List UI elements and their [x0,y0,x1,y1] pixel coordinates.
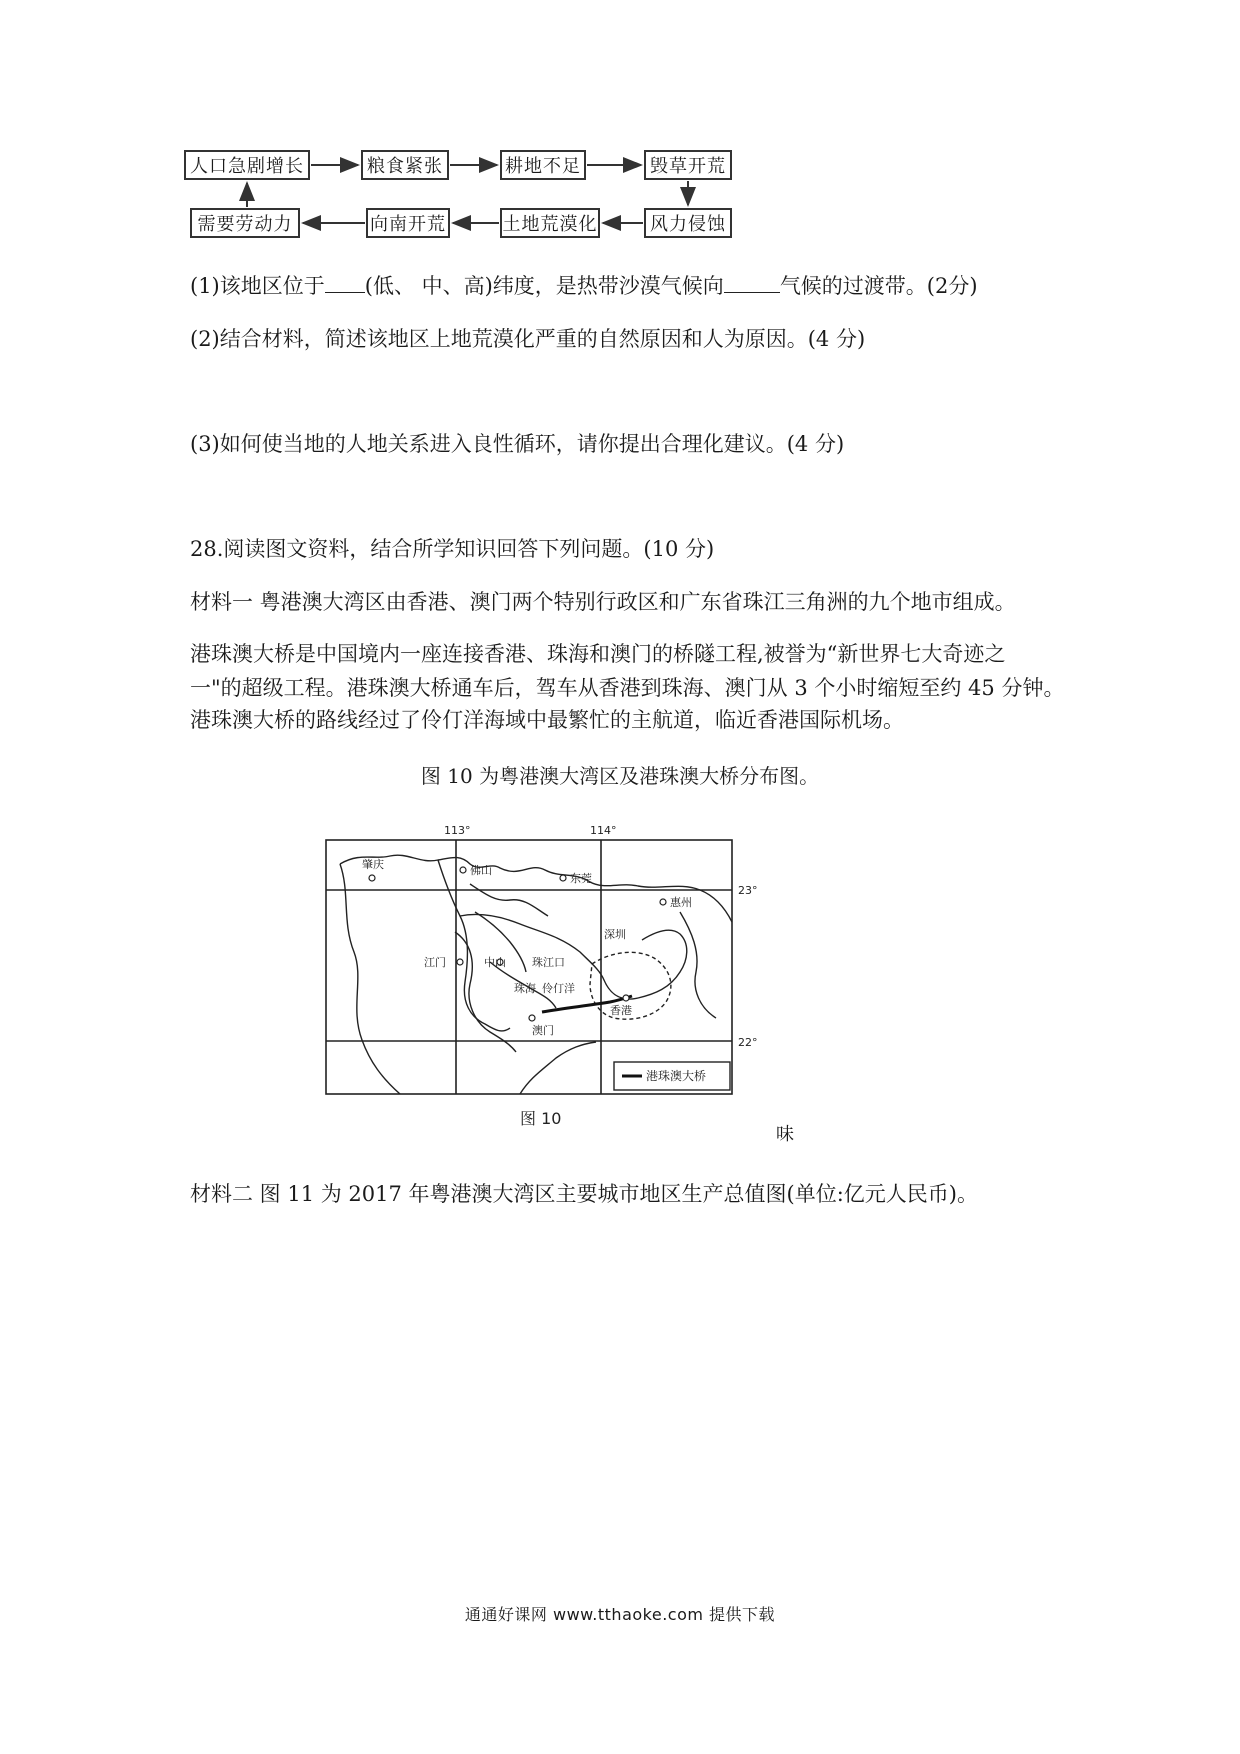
city-label-lingdingyang: 伶仃洋 [542,982,575,995]
coastline [340,855,732,1094]
question-1 [190,272,978,300]
city-label-zhuhai: 珠海 [514,982,536,995]
question-1-part-c: 气候的过渡带。(2分) [779,274,978,298]
material-2: 材料二 图 11 为 2017 年粤港澳大湾区主要城市地区生产总值图(单位:亿元人民币)。 [190,1182,978,1206]
city-label-hongkong: 香港 [610,1004,632,1017]
city-marker-dongguan [560,875,566,881]
flow-box-wind: 风力侵蚀 [644,208,732,238]
flow-arrows [0,0,800,260]
flow-box-population: 人口急剧增长 [184,150,310,180]
city-marker-jiangmen [457,959,463,965]
flow-box-grassland: 毁草开荒 [644,150,732,180]
lat-label-23: 23° [738,884,758,897]
city-label-pearl-river-mouth: 珠江口 [532,956,565,969]
lat-label-22: 22° [738,1036,758,1049]
material-1-para-line-3: 港珠澳大桥的路线经过了伶仃洋海域中最繁忙的主航道，临近香港国际机场。 [190,708,904,732]
figure-intro: 图 10 为粤港澳大湾区及港珠澳大桥分布图。 [420,764,820,788]
city-label-zhaoqing: 肇庆 [362,858,384,871]
page-footer: 通通好课网 www.tthaoke.com 提供下载 [464,1605,776,1624]
city-label-jiangmen: 江门 [424,956,446,969]
question-1-part-a: (1)该地区位于 [190,274,325,298]
stray-character: 味 [776,1124,794,1145]
flow-box-south: 向南开荒 [366,208,450,238]
city-marker-foshan [460,867,466,873]
city-label-huizhou: 惠州 [670,896,692,909]
lon-label-113: 113° [444,824,471,837]
flow-box-farmland: 耕地不足 [500,150,586,180]
city-marker-macau [529,1015,535,1021]
map-caption: 图 10 [520,1109,562,1128]
question-3: (3)如何使当地的人地关系进入良性循环，请你提出合理化建议。(4 分) [190,432,845,456]
flow-box-desertification: 土地荒漠化 [500,208,600,238]
city-marker-huizhou [660,899,666,905]
question-1-part-b: (低、 中、高)纬度，是热带沙漠气候向 [364,274,724,298]
city-label-zhongshan: 中山 [484,956,506,969]
material-1-para-line-1: 港珠澳大桥是中国境内一座连接香港、珠海和澳门的桥隧工程,被誉为“新世界七大奇迹之 [190,642,1006,666]
material-1: 材料一 粤港澳大湾区由香港、澳门两个特别行政区和广东省珠江三角洲的九个地市组成。 [190,590,1016,614]
city-label-foshan: 佛山 [470,864,492,877]
city-label-dongguan: 东莞 [570,872,592,885]
city-label-shenzhen: 深圳 [604,928,626,941]
answer-blank-2[interactable] [724,274,780,293]
city-marker-hongkong [623,995,629,1001]
question-2: (2)结合材料，简述该地区上地荒漠化严重的自然原因和人为原因。(4 分) [190,327,866,351]
lon-label-114: 114° [590,824,617,837]
map-frame [326,840,732,1094]
city-marker-zhaoqing [369,875,375,881]
map-legend-label: 港珠澳大桥 [646,1069,707,1083]
map-figure-10 [320,812,760,1130]
city-label-macau: 澳门 [532,1024,554,1037]
flow-box-food: 粮食紧张 [361,150,449,180]
answer-blank-1[interactable] [325,274,365,293]
material-1-para-line-2: 一"的超级工程。港珠澳大桥通车后，驾车从香港到珠海、澳门从 3 个小时缩短至约 45 分钟。 [190,676,1065,700]
question-28-heading: 28.阅读图文资料，结合所学知识回答下列问题。(10 分) [190,537,715,561]
flow-box-labor: 需要劳动力 [190,208,300,238]
